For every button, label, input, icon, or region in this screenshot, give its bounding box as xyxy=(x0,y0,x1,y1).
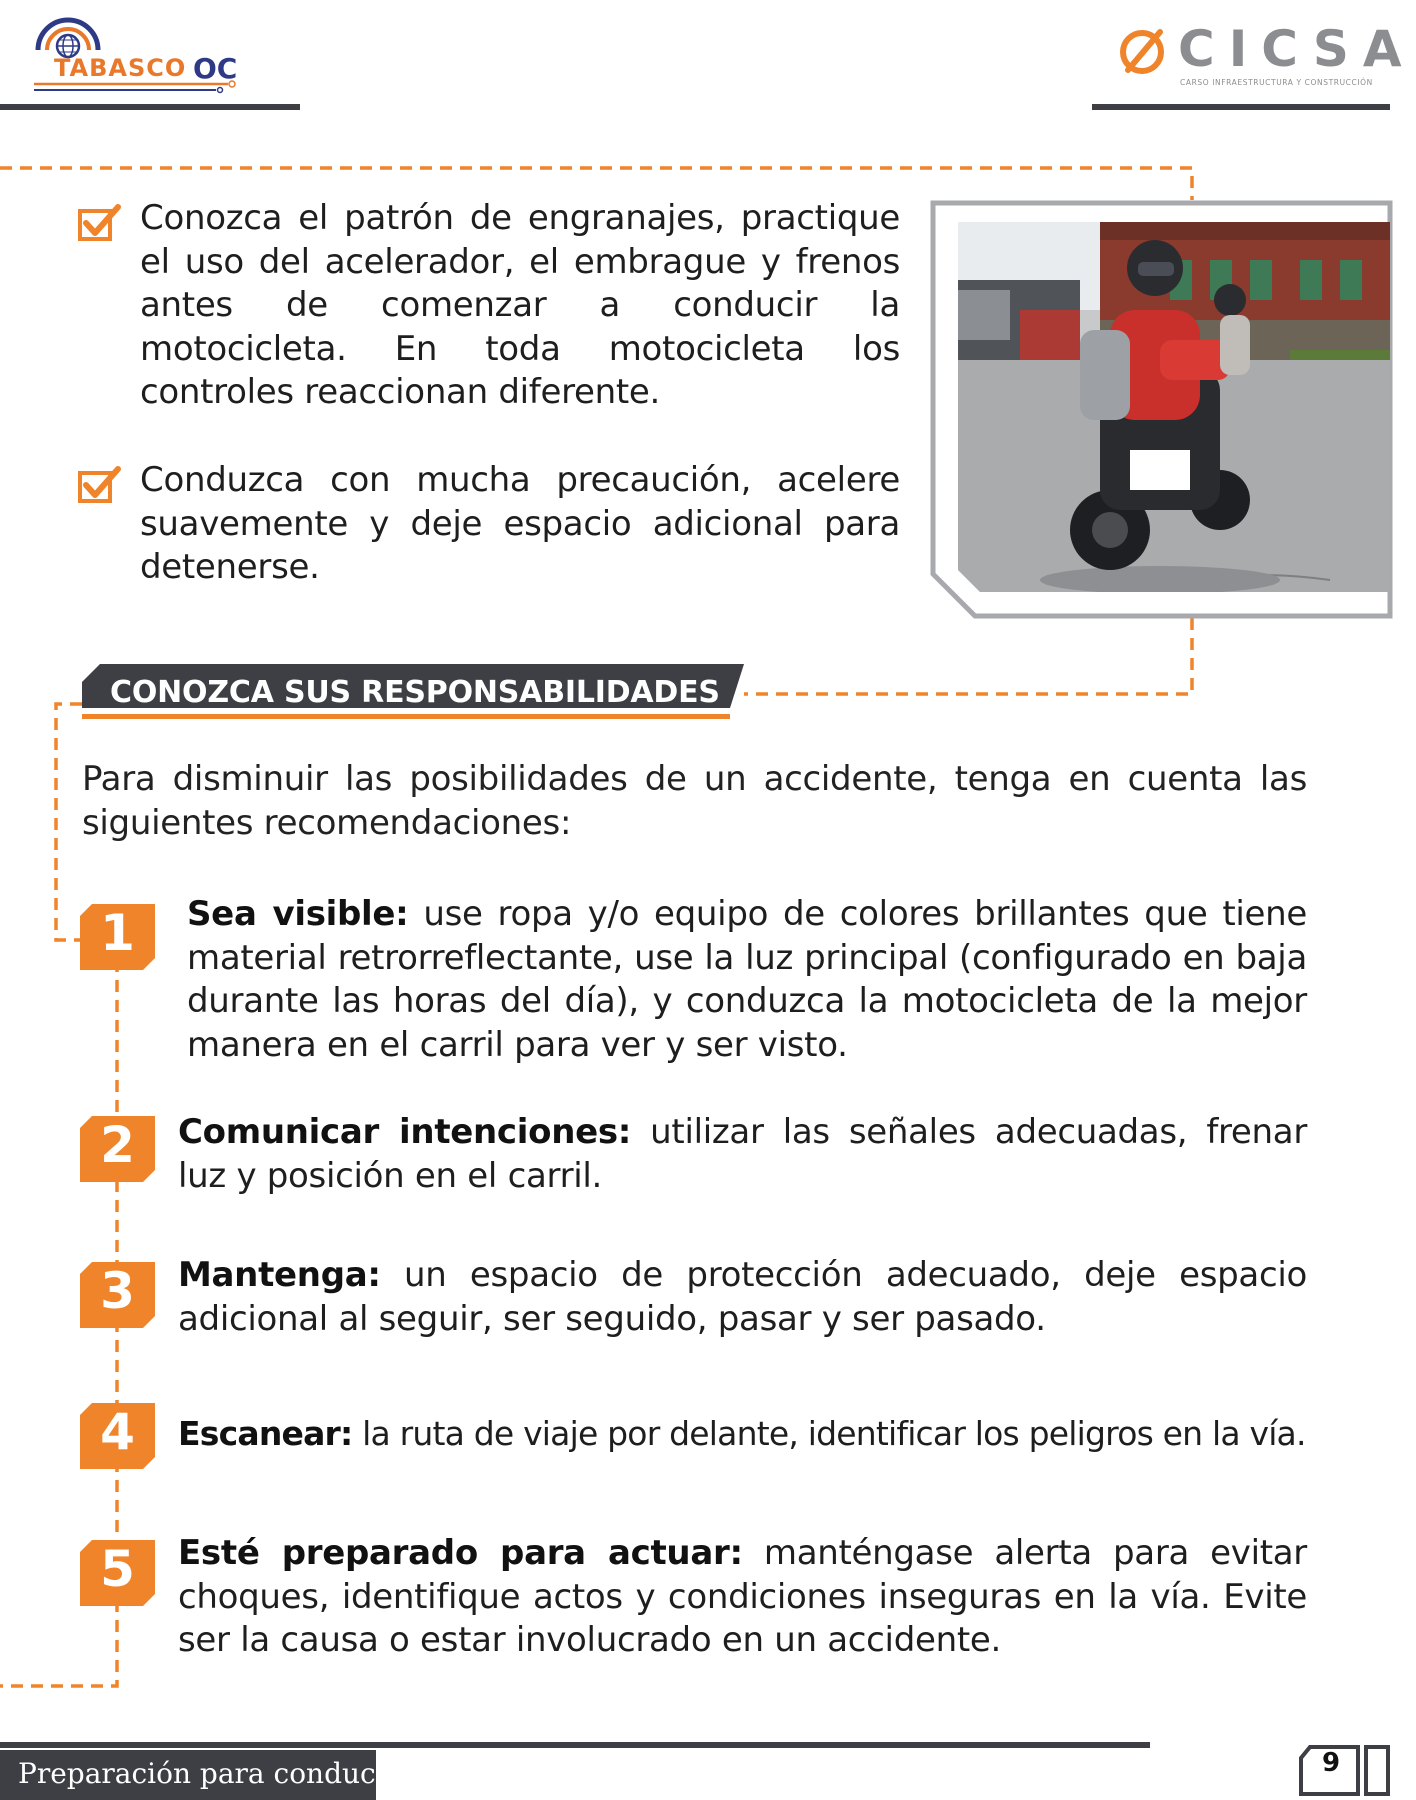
section-intro: Para disminuir las posibilidades de un accidente, tenga en cuenta las siguientes recomendaciones: xyxy=(82,759,1307,843)
header-rule-left xyxy=(0,104,300,110)
bullet-text-2: Conduzca con mucha precaución, acelere suavemente y deje espacio adicional para detenerse. xyxy=(140,460,900,587)
recommendation-4-body: la ruta de viaje por delante, identificar los peligros en la vía. xyxy=(352,1414,1306,1453)
recommendation-1-label: Sea visible: xyxy=(187,894,409,934)
oc-brand-text: OC xyxy=(193,52,238,85)
recommendation-1-body: use ropa y/o equipo de colores brillantes que tiene material retrorreflectante, use la luz principal (configurado en baja durante las horas del día), y conduzca la motocicleta de la mejor manera en el carril para ver y ser visto. xyxy=(187,894,1307,1065)
recommendation-4-label: Escanear: xyxy=(178,1414,353,1453)
header-rule-right xyxy=(1092,104,1390,110)
bullet-text-1: Conozca el patrón de engranajes, practique el uso del acelerador, el embrague y frenos antes de comenzar a conducir la motocicleta. En toda motocicleta los controles reaccionan diferente. xyxy=(140,198,900,412)
number-badge-2-label: 2 xyxy=(100,1116,135,1174)
checkbox-checked-icon xyxy=(78,203,122,243)
recommendation-2-body: utilizar las señales adecuadas, frenar luz y posición en el carril. xyxy=(178,1112,1307,1196)
tabasco-oc-logo xyxy=(30,8,270,100)
recommendation-3-label: Mantenga: xyxy=(178,1255,381,1295)
recommendation-5 xyxy=(178,1532,1307,1663)
cicsa-emblem-icon xyxy=(1116,26,1176,86)
page-number: 9 xyxy=(1321,1748,1341,1778)
number-badge-4-label: 4 xyxy=(100,1403,135,1461)
footer-rule xyxy=(0,1742,1150,1748)
recommendation-1 xyxy=(187,893,1307,1067)
cicsa-logo xyxy=(1116,18,1416,88)
number-badge-3-label: 3 xyxy=(100,1262,135,1320)
number-badge-1-label: 1 xyxy=(100,904,135,962)
recommendation-5-label: Esté preparado para actuar: xyxy=(178,1533,743,1573)
recommendation-5-body: manténgase alerta para evitar choques, identifique actos y condiciones inseguras en la vía. Evite ser la causa o estar involucrado en un accidente. xyxy=(178,1533,1307,1660)
recommendation-3 xyxy=(178,1254,1307,1341)
checkbox-checked-icon xyxy=(78,465,122,505)
tabasco-brand-text: TABASCO xyxy=(54,54,187,82)
recommendation-2 xyxy=(178,1111,1307,1198)
recommendation-2-label: Comunicar intenciones: xyxy=(178,1112,632,1152)
section-title: CONOZCA SUS RESPONSABILIDADES xyxy=(110,675,720,710)
motorcycle-riders-photo xyxy=(930,200,1390,620)
cicsa-tagline: CARSO INFRAESTRUCTURA Y CONSTRUCCIÓN xyxy=(1180,78,1373,87)
cicsa-brand-text: CICSA xyxy=(1178,20,1416,78)
recommendation-3-body: un espacio de protección adecuado, deje espacio adicional al seguir, ser seguido, pasar y ser pasado. xyxy=(178,1255,1307,1339)
footer-title: Preparación para conducir xyxy=(18,1757,399,1790)
number-badge-5-label: 5 xyxy=(100,1540,135,1598)
recommendation-4 xyxy=(178,1412,1383,1456)
